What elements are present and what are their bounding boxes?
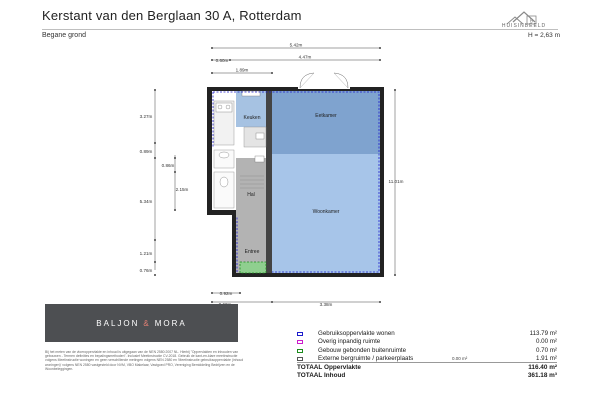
totals-divider: [297, 362, 557, 363]
company-name-right: MORA: [154, 318, 187, 328]
legend-extra-value: 0.00 m²: [452, 356, 468, 362]
room-label-entrance: Entree: [244, 249, 260, 255]
legend-row-buitenruimte: [297, 347, 557, 355]
room-label-kitchen: Keuken: [243, 115, 261, 121]
legend-swatch: [297, 349, 303, 353]
floor-label: Begane grond: [42, 32, 86, 39]
total-label: TOTAAL Inhoud: [297, 372, 346, 380]
legend-label: Overig inpandig ruimte: [318, 338, 381, 346]
legend-value: 0.00 m²: [536, 338, 557, 346]
svg-text:B: B: [529, 18, 534, 25]
dim-offset-top: 0.60m: [215, 58, 229, 63]
totals: [297, 364, 557, 381]
measurement-disclaimer: Bij het meten van de vloeroppervlakte en inhoud is uitgegaan van de NEN 2580:2007 NL. Hierbij "Oppervlakten en inhouden van gebouwen - Termen definities en bepalingsmethoden". Inclusief Meetinstructie CV-2018. Gebruik de kant-en-klare meetinstructie volgens Meetinstructie woningen en geen verschillende metingen volgens NEN 2580 en 'Meetinstructie gebruiksoppervlakte (inhoud woningen)' volgens NEN 2580 vastgesteld door NVM, VBO Makelaar, Vastgoed PRO, Vereniging Bemiddeling Bedrijven en de Woonbeleggingen.: [45, 350, 244, 371]
legend-label: Gebruiksoppervlakte wonen: [318, 330, 395, 337]
company-logo: [45, 304, 238, 342]
total-value: 116.40 m²: [528, 364, 557, 371]
legend-swatch: [297, 332, 303, 336]
ceiling-height: H = 2,63 m: [528, 32, 560, 39]
room-label-dining: Eetkamer: [315, 113, 337, 119]
legend-label: Gebouw gebonden buitenruimte: [318, 346, 407, 354]
total-value: 361.18 m³: [527, 372, 557, 380]
legend-row-wonen: [297, 330, 557, 338]
company-name-left: BALJON: [96, 318, 140, 328]
company-ampersand: &: [143, 318, 151, 328]
dim-left-0-76: 0.76m: [139, 268, 153, 273]
legend-swatch: [297, 357, 303, 361]
dim-bottom-0-92: 0.92m: [219, 291, 233, 296]
legend-value: 113.79 m²: [529, 330, 557, 337]
legend-label: Externe bergruimte / parkeerplaats: [318, 355, 414, 363]
dim-left-3-27: 3.27m: [139, 114, 153, 119]
brand-name: HUISINBEELD: [501, 23, 547, 29]
legend-row-overig: [297, 338, 557, 346]
total-label: TOTAAL Oppervlakte: [297, 364, 361, 371]
dim-right-total: 11.01m: [388, 179, 404, 184]
total-volume-row: [297, 372, 557, 380]
dim-left-2-15: 2.15m: [175, 187, 189, 192]
legend-swatch: [297, 340, 303, 344]
room-label-living: Woonkamer: [312, 209, 340, 215]
dim-left-0-86: 0.86m: [161, 163, 175, 168]
total-area-row: [297, 364, 557, 372]
dim-total-width: 5.42m: [289, 42, 303, 48]
dim-left-width-top: 1.89m: [235, 67, 249, 73]
room-label-hall: Hal: [247, 192, 255, 198]
page-title: Kerstant van den Berglaan 30 A, Rotterdam: [42, 8, 302, 23]
dim-right-width-top: 4.47m: [298, 54, 312, 60]
dim-left-5-34: 5.34m: [139, 199, 153, 204]
dim-bottom-3-38: 3.38m: [319, 302, 333, 307]
legend-value: 1.91 m²: [536, 355, 557, 363]
dim-left-0-89: 0.89m: [139, 149, 153, 154]
legend-value: 0.70 m²: [536, 346, 557, 354]
area-legend: [297, 330, 557, 364]
dim-left-1-21: 1.21m: [139, 251, 153, 256]
